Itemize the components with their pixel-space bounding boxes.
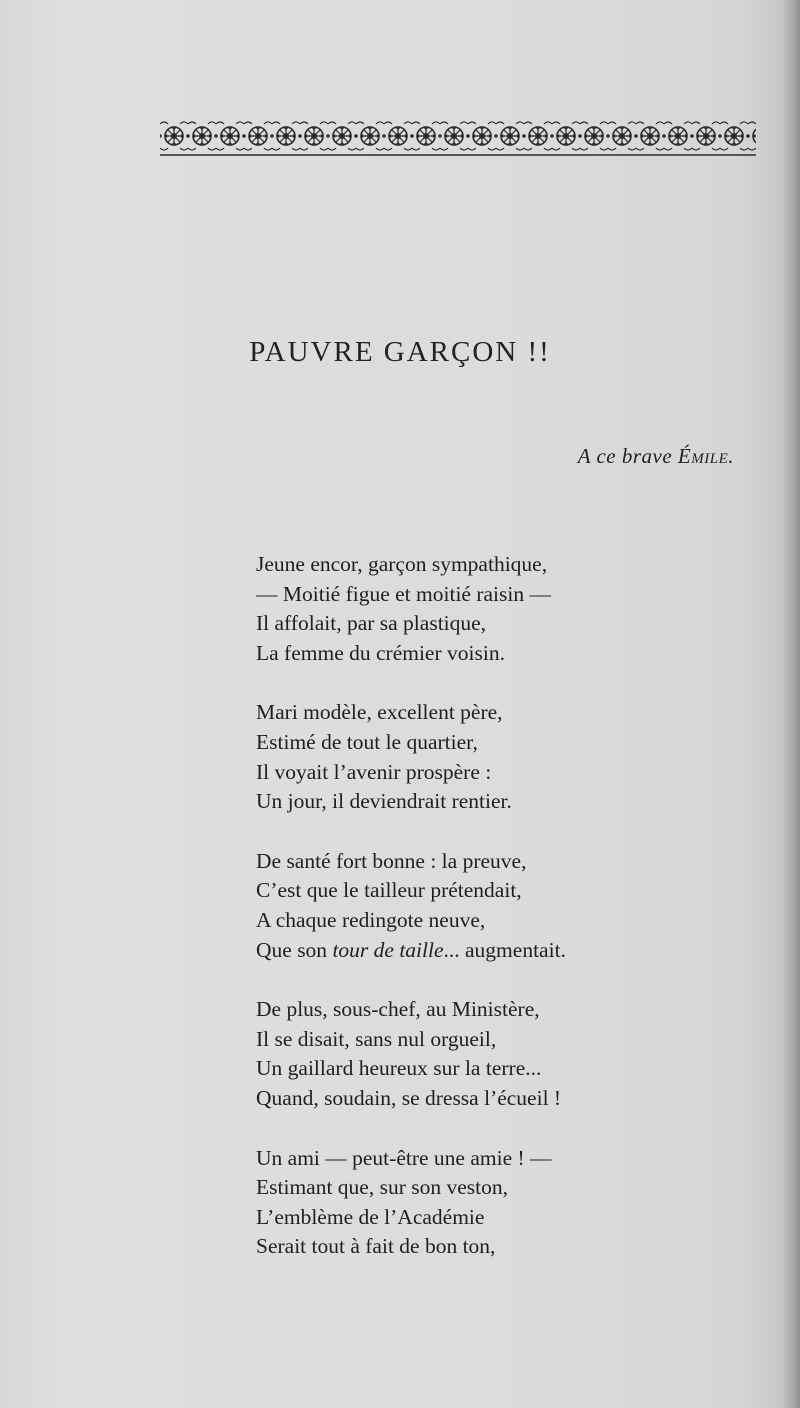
verse-line: Un ami — peut-être une amie ! — — [256, 1145, 552, 1170]
verse-line: — Moitié figue et moitié raisin — — [256, 581, 551, 606]
verse-line: Il voyait l’avenir prospère : — [256, 759, 492, 784]
stanza-1 — [256, 550, 776, 668]
verse-line: C’est que le tailleur prétendait, — [256, 878, 522, 903]
dedication-prefix: A ce brave — [577, 444, 678, 468]
dedication-name: Émile — [677, 444, 729, 468]
page-edge-shadow — [782, 0, 800, 1408]
verse-line: Quand, soudain, se dressa l’écueil ! — [256, 1085, 562, 1110]
poem-body — [256, 550, 776, 1292]
stanza-2 — [256, 698, 776, 816]
poem-title: PAUVRE GARÇON !! — [249, 336, 551, 368]
dedication-suffix: . — [728, 444, 734, 468]
stanza-3 — [256, 847, 776, 965]
verse-line: Un gaillard heureux sur la terre... — [256, 1056, 542, 1081]
verse-line: Serait tout à fait de bon ton, — [256, 1234, 496, 1259]
verse-line-with-italic — [256, 936, 776, 966]
verse-line: De santé fort bonne : la preuve, — [256, 848, 527, 873]
verse-line: Il se disait, sans nul orgueil, — [256, 1026, 497, 1051]
verse-line: Mari modèle, excellent père, — [256, 700, 503, 725]
floral-border-ornament-icon — [160, 118, 756, 158]
verse-line: L’emblème de l’Académie — [256, 1204, 485, 1229]
verse-line: De plus, sous-chef, au Ministère, — [256, 997, 540, 1022]
verse-line: La femme du crémier voisin. — [256, 640, 505, 665]
verse-line: Estimé de tout le quartier, — [256, 729, 478, 754]
verse-line: A chaque redingote neuve, — [256, 907, 486, 932]
italic-phrase: tour de taille — [332, 937, 444, 962]
verse-line: Jeune encor, garçon sympathique, — [256, 552, 548, 576]
verse-line: Il affolait, par sa plastique, — [256, 611, 487, 636]
stanza-5 — [256, 1144, 776, 1262]
verse-line: Un jour, il deviendrait rentier. — [256, 789, 512, 814]
verse-line: Estimant que, sur son veston, — [256, 1175, 509, 1200]
verse-segment: ... augmentait. — [443, 937, 566, 962]
stanza-4 — [256, 995, 776, 1113]
dedication — [578, 444, 734, 469]
verse-segment: Que son — [256, 937, 333, 962]
